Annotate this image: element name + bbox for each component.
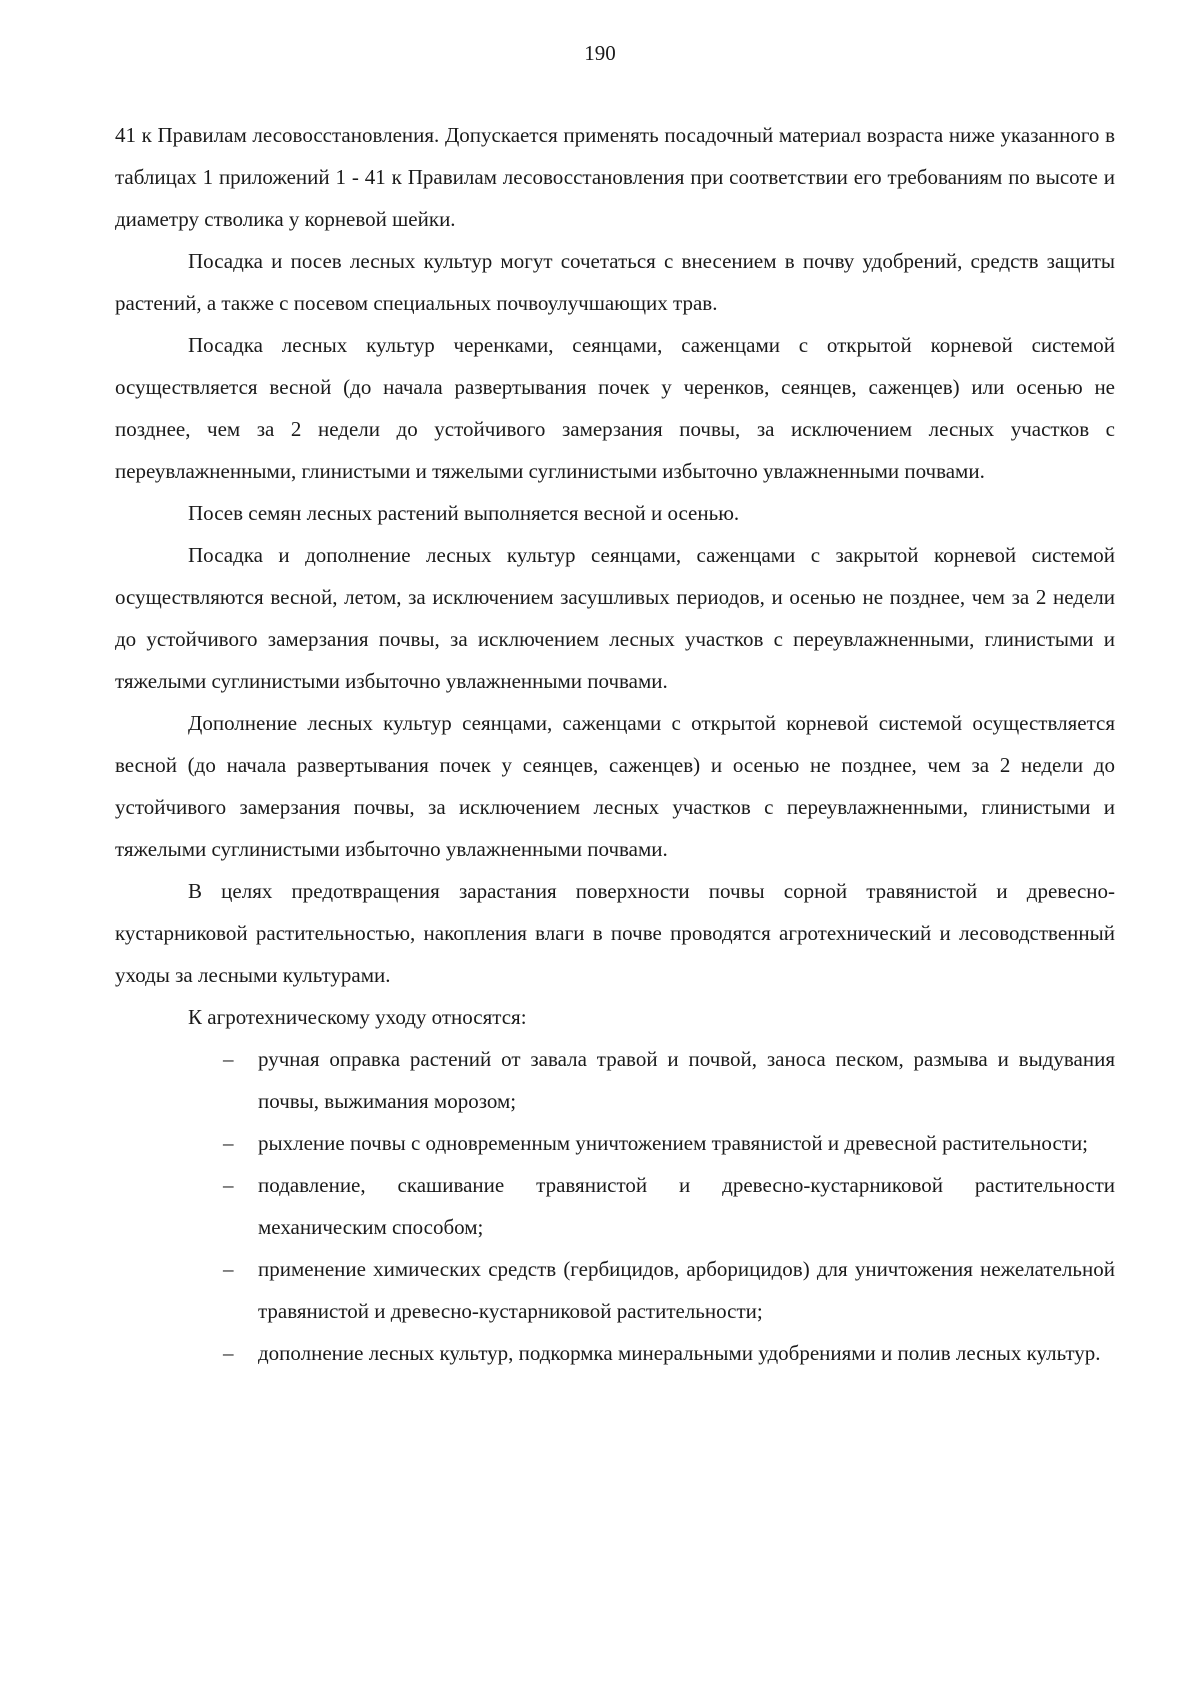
dash-marker: – — [223, 1047, 234, 1071]
list-item — [115, 1122, 1115, 1164]
list-item-text: применение химических средств (гербицидов, арборицидов) для уничтожения нежелательной травянистой и древесно-кустарниковой растительности; — [258, 1257, 1115, 1323]
paragraph-open-root-planting: Посадка лесных культур черенками, сеянцами, саженцами с открытой корневой системой осуществляется весной (до начала развертывания почек у черенков, сеянцев, саженцев) или осенью не позднее, чем за 2 недели до устойчивого замерзания почвы, за исключением лесных участков с переувлажненными, глинистыми и тяжелыми суглинистыми избыточно увлажненными почвами. — [115, 333, 1115, 483]
dash-marker: – — [223, 1341, 234, 1365]
paragraph-closed-root-planting: Посадка и дополнение лесных культур сеянцами, саженцами с закрытой корневой системой осуществляются весной, летом, за исключением засушливых периодов, и осенью не позднее, чем за 2 недели до устойчивого замерзания почвы, за исключением лесных участков с переувлажненными, глинистыми и тяжелыми суглинистыми избыточно увлажненными почвами. — [115, 543, 1115, 693]
paragraph-planting-and-fertilizers: Посадка и посев лесных культур могут сочетаться с внесением в почву удобрений, средств защиты растений, а также с посевом специальных почвоулучшающих трав. — [115, 249, 1115, 315]
list-item-text: подавление, скашивание травянистой и древесно-кустарниковой растительности механическим способом; — [258, 1173, 1115, 1239]
dash-marker: – — [223, 1257, 234, 1281]
dash-marker: – — [223, 1131, 234, 1155]
dash-marker: – — [223, 1173, 234, 1197]
list-item-text: ручная оправка растений от завала травой и почвой, заноса песком, размыва и выдувания почвы, выжимания морозом; — [258, 1047, 1115, 1113]
list-item — [115, 1248, 1115, 1332]
list-item — [115, 1332, 1115, 1374]
paragraph-care-purpose: В целях предотвращения зарастания поверхности почвы сорной травянистой и древесно-кустарниковой растительностью, накопления влаги в почве проводятся агротехнический и лесоводственный уходы за лесными культурами. — [115, 879, 1115, 987]
paragraph-seed-sowing: Посев семян лесных растений выполняется весной и осенью. — [188, 501, 740, 525]
document-body — [115, 114, 1115, 1374]
list-item-text: дополнение лесных культур, подкормка минеральными удобрениями и полив лесных культур. — [258, 1341, 1101, 1365]
paragraph-continuation: 41 к Правилам лесовосстановления. Допускается применять посадочный материал возраста ниже указанного в таблицах 1 приложений 1 - 41 к Правилам лесовосстановления при соответствии его требованиям по высоте и диаметру стволика у корневой шейки. — [115, 123, 1115, 231]
agrotechnical-care-list — [115, 1038, 1115, 1374]
list-item — [115, 1164, 1115, 1248]
list-item-text: рыхление почвы с одновременным уничтожением травянистой и древесной растительности; — [258, 1131, 1089, 1155]
list-item — [115, 1038, 1115, 1122]
paragraph-agrotechnical-care-intro: К агротехническому уходу относятся: — [188, 1005, 527, 1029]
paragraph-open-root-supplement: Дополнение лесных культур сеянцами, саженцами с открытой корневой системой осуществляется весной (до начала развертывания почек у сеянцев, саженцев) и осенью не позднее, чем за 2 недели до устойчивого замерзания почвы, за исключением лесных участков с переувлажненными, глинистыми и тяжелыми суглинистыми избыточно увлажненными почвами. — [115, 711, 1115, 861]
page-number: 190 — [584, 41, 616, 65]
